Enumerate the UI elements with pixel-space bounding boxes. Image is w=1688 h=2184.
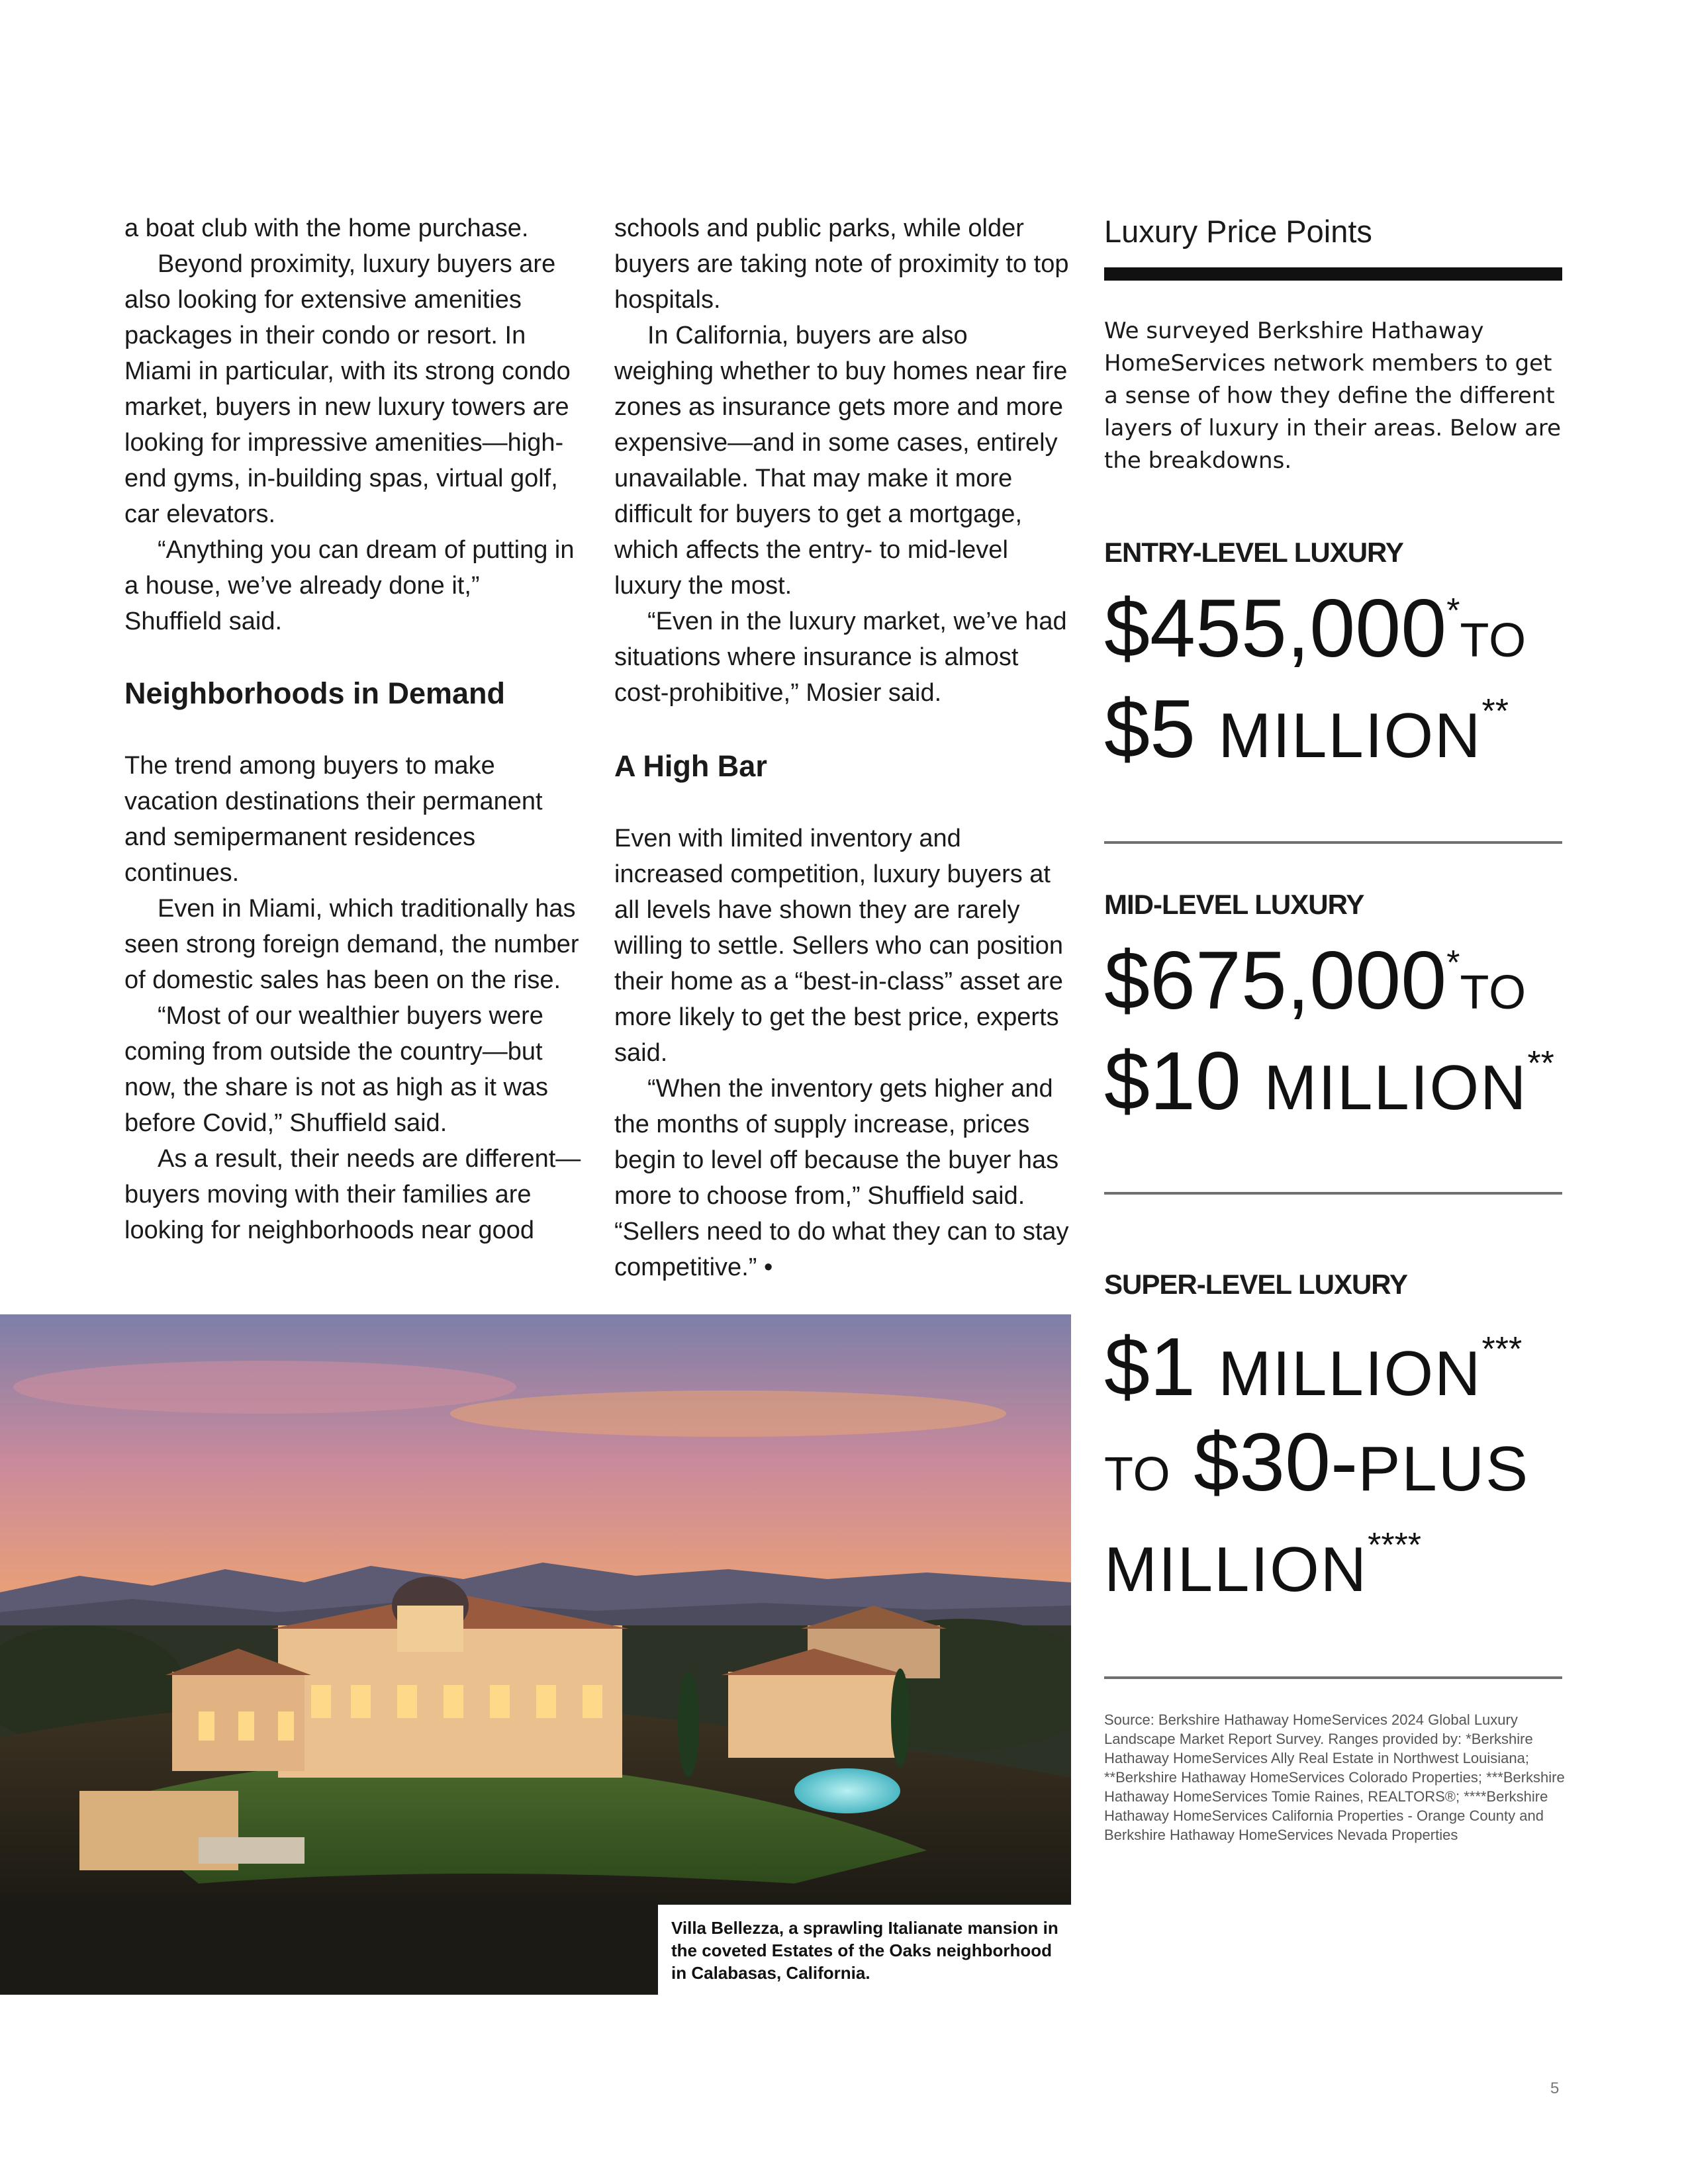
price-low-unit: MILLION	[1218, 1338, 1482, 1409]
article-column-1	[124, 210, 581, 1248]
divider	[1104, 841, 1562, 844]
tier-entry-level	[1104, 534, 1562, 780]
footnote-mark: ***	[1481, 1330, 1523, 1369]
price-high-unit: MILLION	[1264, 1052, 1528, 1123]
tier-price-range	[1104, 1323, 1562, 1614]
section-heading-neighborhoods: Neighborhoods in Demand	[124, 676, 506, 710]
footnote-mark: *	[1446, 592, 1460, 630]
price-high-unit-2: MILLION	[1104, 1534, 1368, 1605]
price-high-unit: MILLION	[1218, 700, 1482, 771]
paragraph: In California, buyers are also weighing whether to buy homes near fire zones as insurance gets more and more expensive—and in some cases, entirely unavailable. That may make it more difficult for buyers to get a mortgage, which affects the entry- to mid-level luxury the most.	[614, 322, 1068, 600]
section-heading-high-bar: A High Bar	[614, 749, 767, 783]
paragraph: The trend among buyers to make vacation destinations their permanent and semipermanent residences continues.	[124, 752, 543, 887]
paragraph: Even in Miami, which traditionally has seen strong foreign demand, the number of domestic sales has been on the rise.	[124, 895, 579, 994]
divider	[1104, 1192, 1562, 1195]
price-high: $5	[1104, 684, 1196, 775]
tier-heading: SUPER-LEVEL LUXURY	[1104, 1269, 1408, 1300]
sidebar-intro: We surveyed Berkshire Hathaway HomeServices network members to get a sense of how they define the different layers of luxury in their areas. Below are the breakdowns.	[1104, 318, 1562, 474]
paragraph: “Most of our wealthier buyers were coming from outside the country—but now, the share is not as high as it was before Covid,” Shuffield said.	[124, 1002, 549, 1137]
price-low: $675,000	[1104, 935, 1447, 1026]
tier-heading: ENTRY-LEVEL LUXURY	[1104, 537, 1403, 568]
photo-caption: Villa Bellezza, a sprawling Italianate mansion in the coveted Estates of the Oaks neighborhood in Calabasas, California.	[671, 1918, 1058, 1983]
price-high-unit: PLUS	[1358, 1433, 1530, 1504]
sidebar-title-bar	[1104, 267, 1562, 281]
mansion-photo	[0, 1314, 1071, 1905]
sidebar-title: Luxury Price Points	[1104, 214, 1372, 249]
paragraph: As a result, their needs are different—buyers moving with their families are looking for neighborhoods near good	[124, 1145, 581, 1244]
tier-super-level	[1104, 1266, 1562, 1614]
page-number: 5	[1550, 2079, 1560, 2097]
price-to: TO	[1104, 1448, 1171, 1501]
paragraph: “Even in the luxury market, we’ve had situations where insurance is almost cost-prohibitive,” Mosier said.	[614, 608, 1067, 707]
paragraph: Even with limited inventory and increased competition, luxury buyers at all levels have shown they are rarely willing to settle. Sellers who can position their home as a “best-in-class” asset are more likely to get the best price, experts said.	[614, 825, 1064, 1067]
article-column-2	[614, 210, 1071, 1285]
footnote-mark: **	[1481, 692, 1509, 731]
paragraph: schools and public parks, while older buyers are taking note of proximity to top hospitals.	[614, 214, 1069, 314]
price-to: TO	[1460, 614, 1527, 667]
tier-price-range	[1104, 936, 1562, 1132]
price-to: TO	[1460, 966, 1527, 1019]
source-footnote: Source: Berkshire Hathaway HomeServices 2024 Global Luxury Landscape Market Report Survey. Ranges provided by: *Berkshire Hathaway HomeServices Ally Real Estate in Northwest Louisiana; **Berkshire Hathaway HomeServices Colorado Properties; ***Berkshire Hathaway HomeServices Tomie Raines, REALTORS®; ****Berkshire Hathaway HomeServices California Properties - Orange County and Berkshire Hathaway HomeServices Nevada Properties	[1104, 1711, 1565, 1843]
divider	[1104, 1676, 1562, 1679]
price-low: $455,000	[1104, 583, 1447, 674]
paragraph: “When the inventory gets higher and the months of supply increase, prices begin to level off because the buyer has more to choose from,” Shuffield said. “Sellers need to do what they can to stay competitive.” •	[614, 1075, 1069, 1281]
tier-mid-level	[1104, 886, 1562, 1132]
footnote-mark: **	[1527, 1044, 1554, 1083]
photo-bottom-strip	[0, 1905, 658, 1995]
price-high: $30-	[1194, 1417, 1358, 1508]
footnote-mark: ****	[1368, 1526, 1422, 1565]
paragraph: “Anything you can dream of putting in a house, we’ve already done it,” Shuffield said.	[124, 536, 575, 635]
price-points-sidebar	[1104, 210, 1562, 1679]
paragraph: Beyond proximity, luxury buyers are also looking for extensive amenities packages in their condo or resort. In Miami in particular, with its strong condo market, buyers in new luxury towers are looking for impressive amenities—high-end gyms, in-building spas, virtual golf, car elevators.	[124, 250, 571, 528]
tier-heading: MID-LEVEL LUXURY	[1104, 889, 1364, 920]
paragraph: a boat club with the home purchase.	[124, 214, 529, 242]
price-low: $1	[1104, 1322, 1196, 1413]
footnote-mark: *	[1446, 944, 1460, 982]
price-high: $10	[1104, 1036, 1241, 1127]
tier-price-range	[1104, 584, 1562, 780]
